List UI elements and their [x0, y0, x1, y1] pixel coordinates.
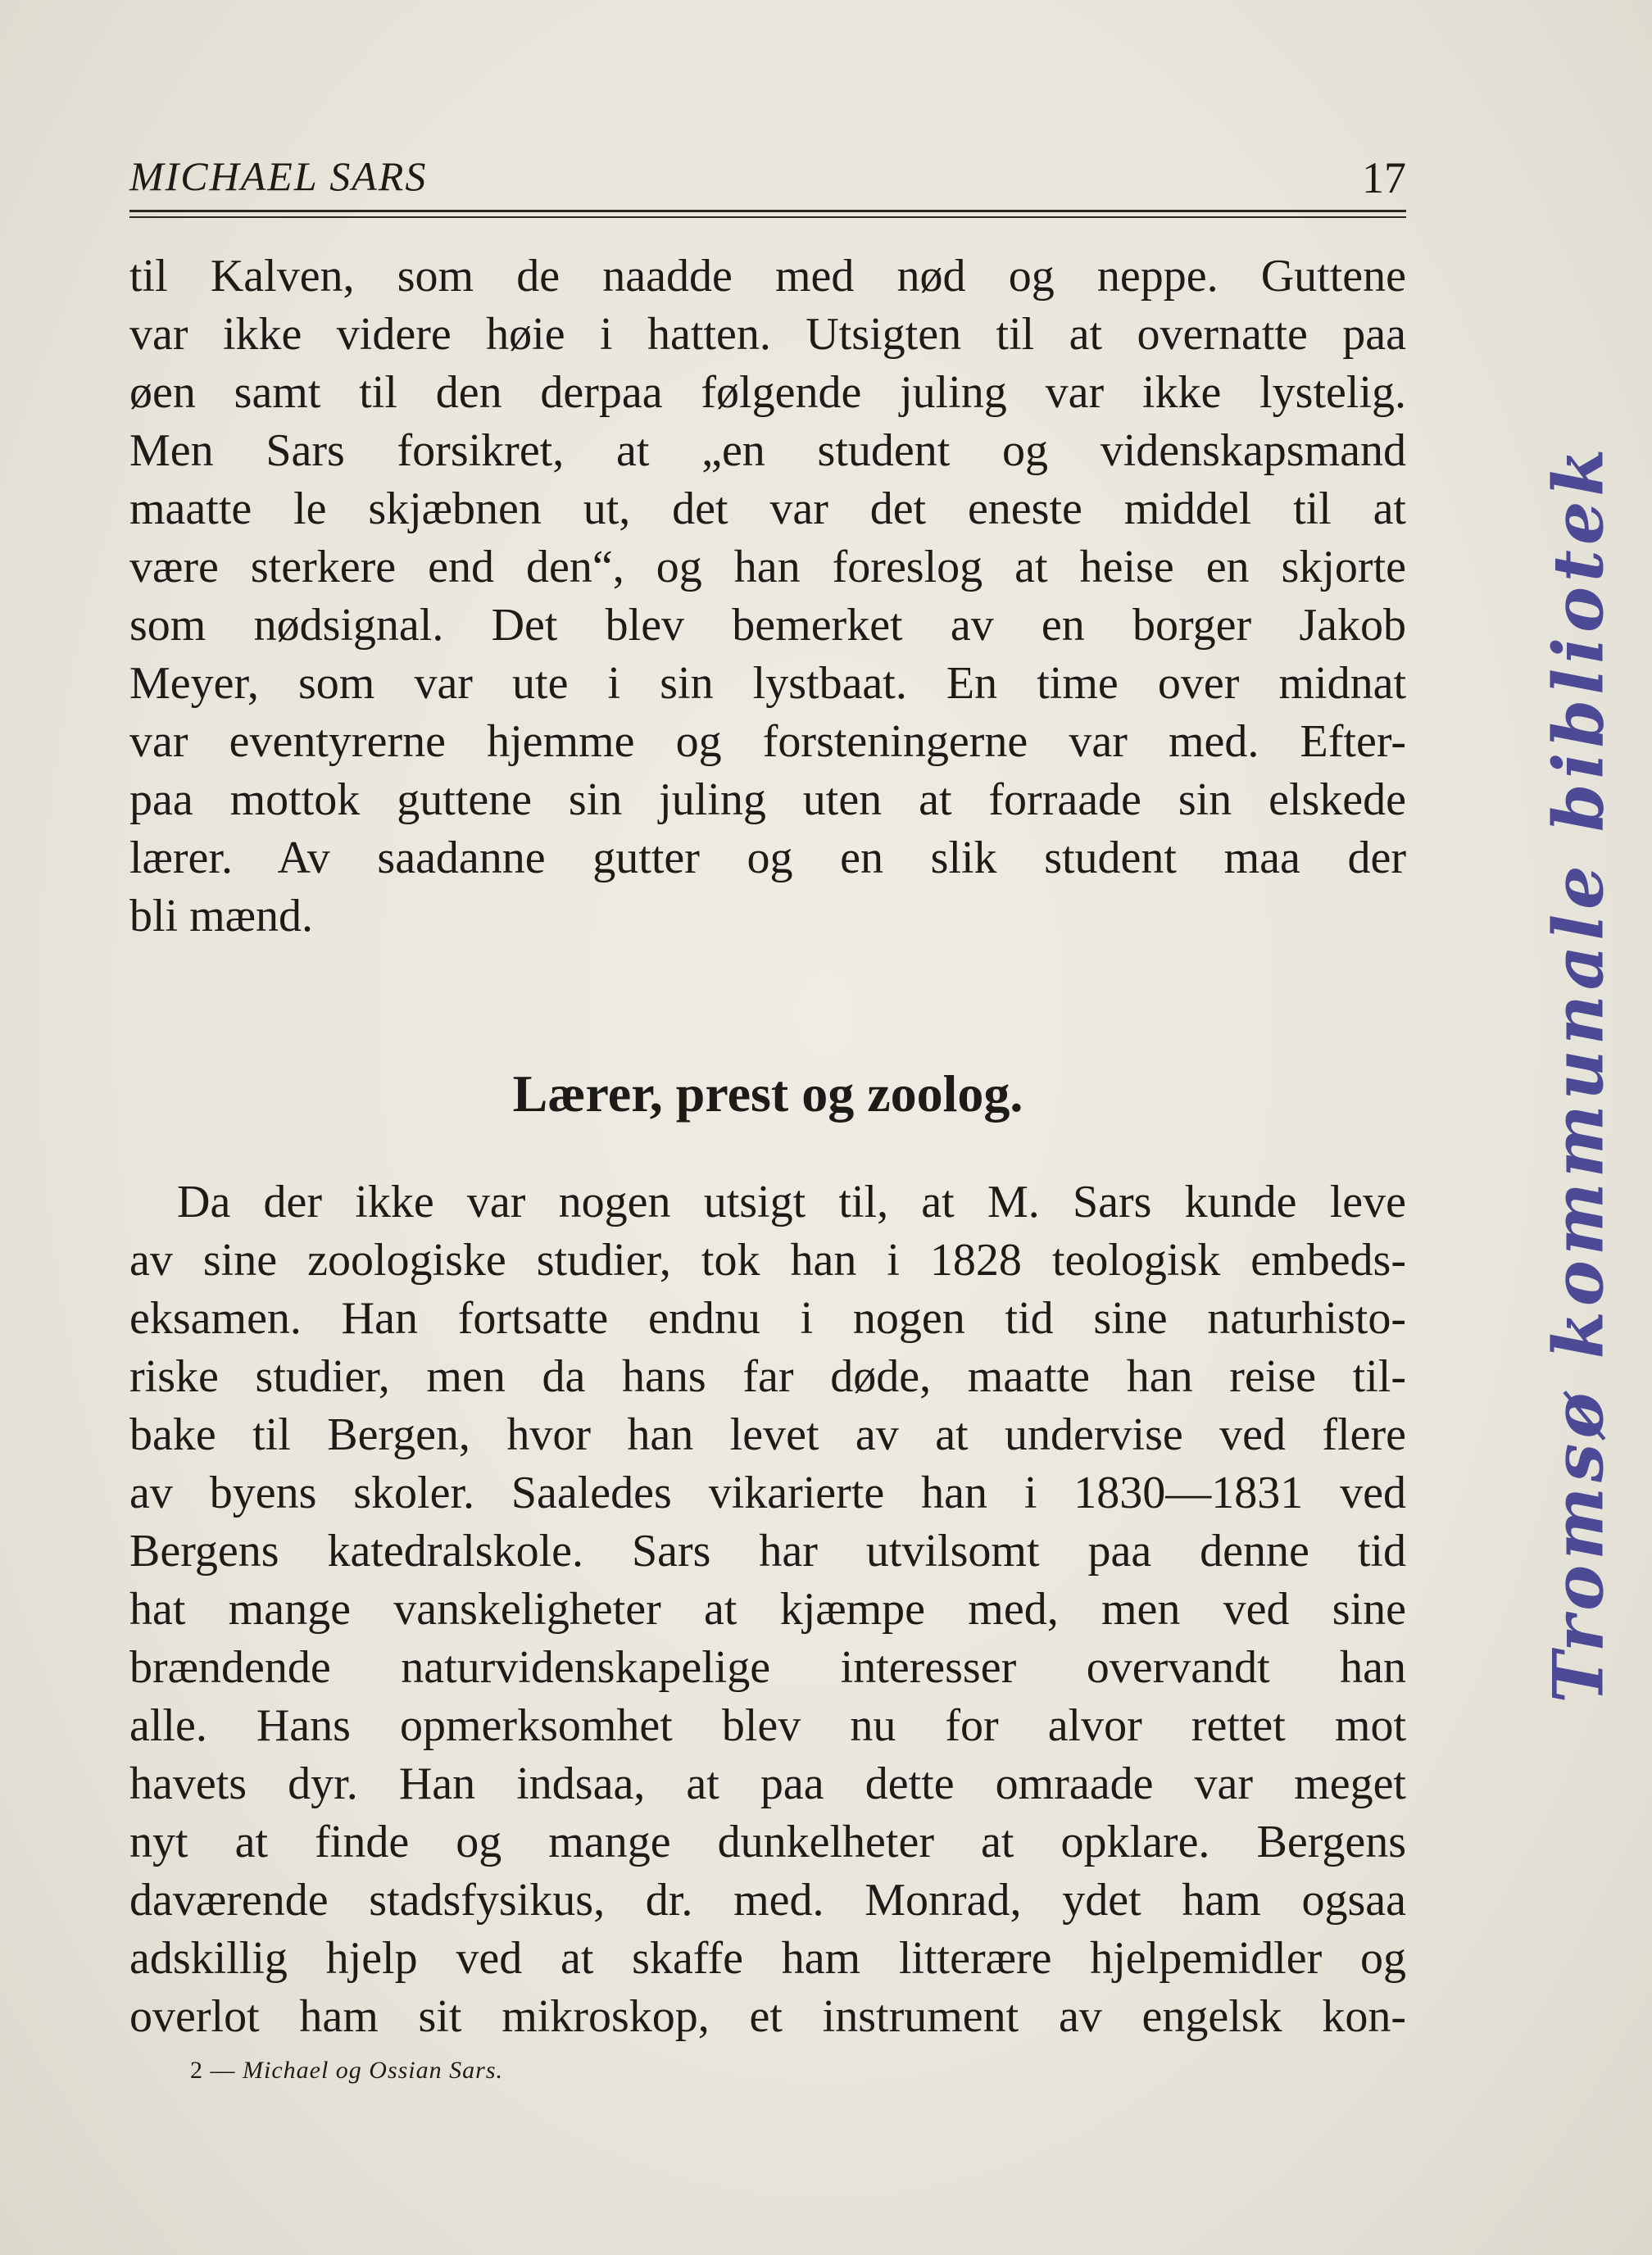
- text-line: av byens skoler. Saaledes vikarierte han i 1830—1831 ved: [129, 1468, 1406, 1518]
- paragraph-2: [129, 1173, 1406, 2046]
- text-line: eksamen. Han fortsatte endnu i nogen tid sine naturhisto-: [129, 1293, 1406, 1344]
- text-line: paa mottok guttene sin juling uten at forraade sin elskede: [129, 774, 1406, 825]
- signature-title: Michael og Ossian Sars.: [243, 2057, 503, 2084]
- text-line: Da der ikke var nogen utsigt til, at M. Sars kunde leve: [177, 1177, 1406, 1227]
- text-line: bake til Bergen, hvor han levet av at undervise ved flere: [129, 1409, 1406, 1460]
- text-line: nyt at finde og mange dunkelheter at opklare. Bergens: [129, 1817, 1406, 1867]
- text-line: til Kalven, som de naadde med nød og neppe. Guttene: [129, 251, 1406, 302]
- page-number: 17: [1362, 153, 1406, 202]
- signature-number: 2 —: [190, 2057, 236, 2084]
- text-line: havets dyr. Han indsaa, at paa dette omraade var meget: [129, 1758, 1406, 1809]
- text-line: som nødsignal. Det blev bemerket av en borger Jakob: [129, 600, 1406, 651]
- text-line: Meyer, som var ute i sin lystbaat. En time over midnat: [129, 658, 1406, 709]
- signature-footnote: [190, 2057, 503, 2085]
- running-title: MICHAEL SARS: [129, 153, 428, 199]
- text-line: brændende naturvidenskapelige interesser overvandt han: [129, 1642, 1406, 1693]
- library-stamp-text: Tromsø kommunale bibliotek: [1537, 443, 1619, 1704]
- library-stamp: [1529, 443, 1627, 1704]
- header-rule: [129, 210, 1406, 212]
- text-line: Men Sars forsikret, at „en student og videnskapsmand: [129, 425, 1406, 476]
- text-line: daværende stadsfysikus, dr. med. Monrad, ydet ham ogsaa: [129, 1875, 1406, 1926]
- text-line: av sine zoologiske studier, tok han i 1828 teologisk embeds-: [129, 1235, 1406, 1286]
- paragraph-1: [129, 247, 1406, 946]
- section-heading: Lærer, prest og zoolog.: [512, 1064, 1023, 1123]
- running-header: [129, 146, 1406, 211]
- text-line: adskillig hjelp ved at skaffe ham litterære hjelpemidler og: [129, 1933, 1406, 1984]
- text-line: alle. Hans opmerksomhet blev nu for alvor rettet mot: [129, 1700, 1406, 1751]
- text-line: bli mænd.: [129, 891, 314, 941]
- text-line: være sterkere end den“, og han foreslog at heise en skjorte: [129, 542, 1406, 592]
- header-rule-thin: [129, 216, 1406, 218]
- text-line: lærer. Av saadanne gutter og en slik student maa der: [129, 833, 1406, 883]
- text-line: var ikke videre høie i hatten. Utsigten til at overnatte paa: [129, 309, 1406, 360]
- text-line: øen samt til den derpaa følgende juling var ikke lystelig.: [129, 367, 1406, 418]
- text-line: var eventyrerne hjemme og forsteningerne var med. Efter-: [129, 716, 1406, 767]
- text-line: Bergens katedralskole. Sars har utvilsomt paa denne tid: [129, 1526, 1406, 1577]
- text-line: hat mange vanskeligheter at kjæmpe med, men ved sine: [129, 1584, 1406, 1635]
- text-line: riske studier, men da hans far døde, maatte han reise til-: [129, 1351, 1406, 1402]
- text-line: maatte le skjæbnen ut, det var det eneste middel til at: [129, 483, 1406, 534]
- text-line: overlot ham sit mikroskop, et instrument av engelsk kon-: [129, 1991, 1406, 2042]
